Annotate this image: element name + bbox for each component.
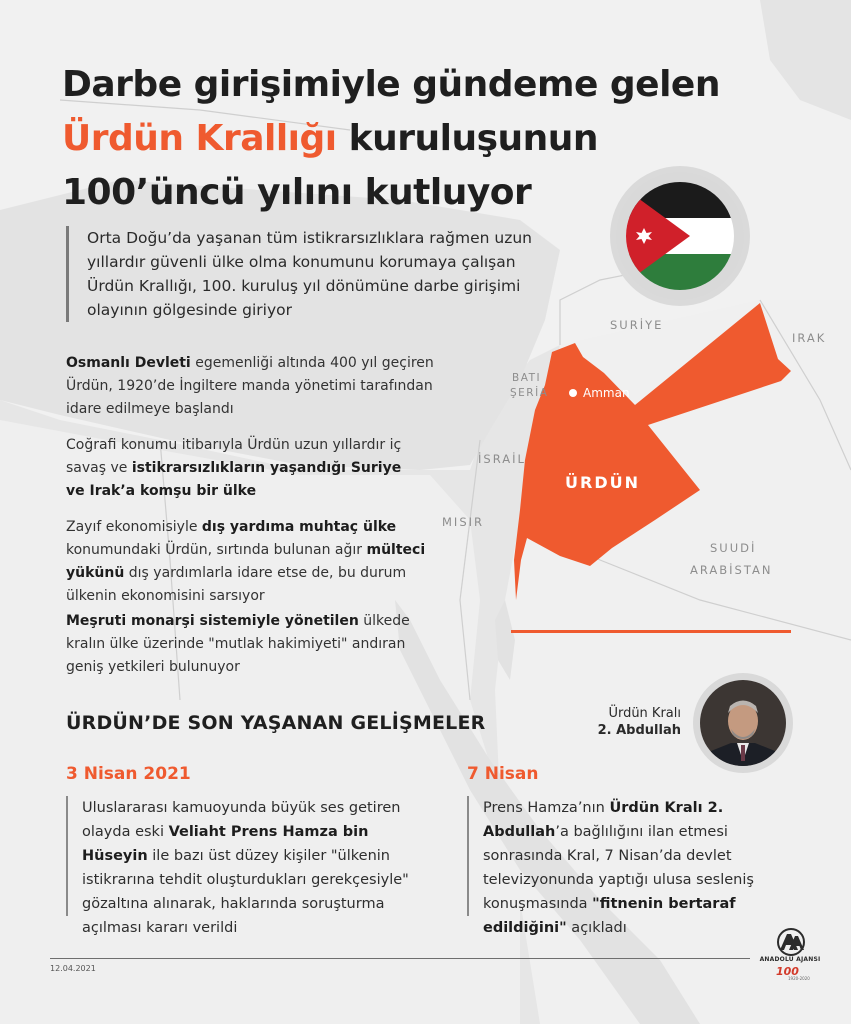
label-iraq: IRAK	[792, 331, 827, 345]
label-egypt: MISIR	[442, 515, 484, 529]
jordan-flag-icon	[616, 172, 744, 300]
anniversary-years: 1920-2020	[788, 976, 810, 981]
event-2-text-a: Prens Hamza’nın	[483, 800, 610, 816]
event-2-date: 7 Nisan	[467, 764, 539, 784]
fact-monarchy-bold: Meşruti monarşi sistemiyle yönetilen	[66, 613, 359, 629]
label-saudi-1: SUUDİ	[710, 541, 757, 555]
event-1-text-a: Uluslararası kamuoyunda büyük ses getiren olayda eski	[82, 800, 401, 840]
footer-date: 12.04.2021	[50, 964, 96, 973]
label-saudi-2: ARABİSTAN	[690, 563, 773, 577]
king-caption	[585, 705, 681, 739]
fact-ottoman	[66, 352, 436, 421]
event-1-date: 3 Nisan 2021	[66, 764, 191, 784]
label-westbank-2: ŞERİA	[510, 387, 549, 399]
fact-monarchy	[66, 610, 426, 679]
fact-monarchy-text: ülkede kralın ülke üzerinde "mutlak hakimiyeti" andıran geniş yetkileri bulunuyor	[66, 613, 410, 675]
event-1-bold: Veliaht Prens Hamza bin Hüseyin	[82, 824, 369, 864]
event-2-text-b: ’a bağlılığını ilan etmesi sonrasında Kral, 7 Nisan’da devlet televizyonunda yaptığı ulusa sesleniş konuşmasında	[483, 824, 754, 912]
event-2-bold-1: Ürdün Kralı 2. Abdullah	[483, 800, 724, 840]
king-caption-title: Ürdün Kralı	[608, 706, 681, 721]
lead-paragraph: Orta Doğu’da yaşanan tüm istikrarsızlıklara rağmen uzun yıllardır güvenli ülke olma konumunu korumaya çalışan Ürdün Krallığı, 100. kuruluş yıl dönümüne darbe girişimi olayının gölgesinde giriyor	[66, 226, 536, 322]
headline-line-2-rest: kuruluşunun	[336, 118, 599, 159]
fact-ottoman-text: egemenliği altında 400 yıl geçiren Ürdün, 1920’de İngiltere manda yönetimi tarafından idare edilmeye başlandı	[66, 355, 434, 417]
fact-economy-text-1: Zayıf ekonomisiyle	[66, 519, 202, 535]
event-1-text-b: ile bazı üst düzey kişiler "ülkenin istikrarına tehdit oluşturdukları gerekçesiyle" gözaltına alınarak, haklarında soruşturma açılması kararı verildi	[82, 848, 409, 936]
king-portrait	[693, 673, 793, 773]
fact-geography	[66, 434, 406, 503]
footer-rule	[50, 958, 750, 959]
label-israel: İSRAİL	[478, 452, 526, 466]
label-syria: SURİYE	[610, 318, 664, 332]
fact-economy	[66, 516, 426, 608]
amman-dot	[569, 389, 577, 397]
fact-geography-bold: istikrarsızlıkların yaşandığı Suriye ve Irak’a komşu bir ülke	[66, 460, 402, 499]
agency-name: ANADOLU AJANSI	[759, 956, 821, 963]
jordan-flag	[616, 172, 744, 300]
event-2-bold-2: "fitnenin bertaraf edildiğini"	[483, 896, 736, 936]
fact-economy-text-3: dış yardımlarla idare etse de, bu durum ülkenin ekonomisini sarsıyor	[66, 565, 407, 604]
headline-line-2	[62, 112, 822, 166]
anniversary-mark: 100	[776, 965, 799, 978]
king-caption-name: 2. Abdullah	[597, 723, 681, 738]
event-2-text	[467, 796, 797, 936]
fact-economy-bold-1: dış yardıma muhtaç ülke	[201, 519, 397, 535]
label-jordan: ÜRDÜN	[565, 473, 640, 492]
fact-economy-text-2: konumundaki Ürdün, sırtında bulunan ağır	[66, 542, 367, 558]
label-westbank-1: BATI	[512, 372, 542, 384]
orange-rule	[511, 630, 791, 633]
event-2-text-c: açıkladı	[566, 920, 627, 936]
label-amman: Amman	[583, 386, 630, 400]
fact-economy-bold-2: mülteci yükünü	[66, 542, 426, 581]
headline-accent: Ürdün Krallığı	[62, 118, 337, 159]
king-portrait-image	[693, 673, 793, 773]
headline-line-3: 100’üncü yılını kutluyor	[62, 172, 532, 213]
headline-line-1: Darbe girişimiyle gündeme gelen	[62, 64, 720, 105]
developments-title: ÜRDÜN’DE SON YAŞANAN GELİŞMELER	[66, 712, 486, 734]
event-1-text	[66, 796, 426, 936]
fact-geography-text: Coğrafi konumu itibarıyla Ürdün uzun yıllardır iç savaş ve	[66, 437, 402, 476]
fact-ottoman-bold: Osmanlı Devleti	[66, 355, 191, 371]
